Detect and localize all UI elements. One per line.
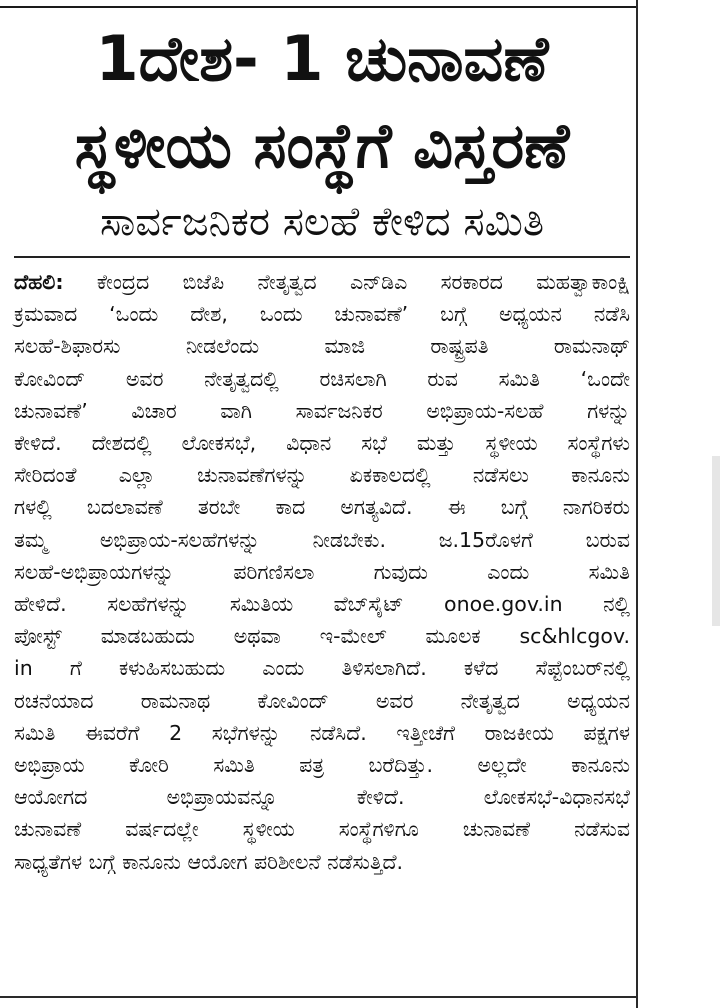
body-line: ಅಭಿಪ್ರಾಯ ಕೋರಿ ಸಮಿತಿ ಪತ್ರ ಬರೆದಿತ್ತು. ಅಲ್ಲದೇ ಕಾನೂನು: [14, 753, 630, 778]
subheadline-rule: [14, 256, 630, 258]
bottom-border-rule: [0, 996, 638, 998]
body-line: ಚುನಾವಣೆ ವರ್ಷದಲ್ಲೇ ಸ್ಥಳೀಯ ಸಂಸ್ಥೆಗಳಿಗೂ ಚುನಾವಣೆ ನಡೆಸುವ: [14, 817, 630, 842]
body-line: ಸಮಿತಿ ಈವರೆಗೆ 2 ಸಭೆಗಳನ್ನು ನಡೆಸಿದೆ. ಇತ್ತೀಚೆಗೆ ರಾಜಕೀಯ ಪಕ್ಷಗಳ: [14, 720, 630, 745]
body-line-1: [14, 266, 630, 298]
body-line: ಗಳಲ್ಲಿ ಬದಲಾವಣೆ ತರಬೇ ಕಾದ ಅಗತ್ಯವಿದೆ. ಈ ಬಗ್ಗೆ ನಾಗರಿಕರು: [14, 495, 630, 520]
body-line: ಸಲಹೆ-ಶಿಫಾರಸು ನೀಡಲೆಂದು ಮಾಜಿ ರಾಷ್ಟ್ರಪತಿ ರಾಮನಾಥ್: [14, 334, 630, 359]
body-line: ಹೇಳಿದೆ. ಸಲಹೆಗಳನ್ನು ಸಮಿತಿಯ ವೆಬ್‌ಸೈಟ್ onoe.gov.in ನಲ್ಲಿ: [14, 592, 630, 617]
body-line: ಪೋಸ್ಟ್ ಮಾಡಬಹುದು ಅಥವಾ ಇ-ಮೇಲ್ ಮೂಲಕ sc&hlcgov.: [14, 624, 630, 649]
dateline: ದೆಹಲಿ:: [14, 270, 64, 294]
column-border-rule: [636, 0, 638, 1008]
body-line: ರಚನೆಯಾದ ರಾಮನಾಥ ಕೋವಿಂದ್ ಅವರ ನೇತೃತ್ವದ ಅಧ್ಯಯನ: [14, 688, 630, 713]
body-line: ತಮ್ಮ ಅಭಿಪ್ರಾಯ-ಸಲಹೆಗಳನ್ನು ನೀಡಬೇಕು. ಜ.15ರೊಳಗೆ ಬರುವ: [14, 527, 630, 552]
top-border-rule: [0, 6, 636, 8]
body-line: ಕೇಳಿದೆ. ದೇಶದಲ್ಲಿ ಲೋಕಸಭೆ, ವಿಧಾನ ಸಭೆ ಮತ್ತು ಸ್ಥಳೀಯ ಸಂಸ್ಥೆಗಳು: [14, 431, 630, 456]
body-line-last: ಸಾಧ್ಯತೆಗಳ ಬಗ್ಗೆ ಕಾನೂನು ಆಯೋಗ ಪರಿಶೀಲನೆ ನಡೆಸುತ್ತಿದೆ.: [14, 849, 404, 874]
subheadline: ಸಾರ್ವಜನಿಕರ ಸಲಹೆ ಕೇಳಿದ ಸಮಿತಿ: [99, 199, 545, 245]
adjacent-column-edge: [712, 456, 720, 626]
body-line: ಚುನಾವಣೆ’ ವಿಚಾರ ವಾಗಿ ಸಾರ್ವಜನಿಕರ ಅಭಿಪ್ರಾಯ-ಸಲಹೆ ಗಳನ್ನು: [14, 398, 630, 423]
body-line: ಸೇರಿದಂತೆ ಎಲ್ಲಾ ಚುನಾವಣೆಗಳನ್ನು ಏಕಕಾಲದಲ್ಲಿ ನಡೆಸಲು ಕಾನೂನು: [14, 463, 630, 488]
body-line: ಕೋವಿಂದ್ ಅವರ ನೇತೃತ್ವದಲ್ಲಿ ರಚಿಸಲಾಗಿ ರುವ ಸಮಿತಿ ‘ಒಂದೇ: [14, 366, 630, 391]
body-line: ಕ್ರಮವಾದ ‘ಒಂದು ದೇಶ, ಒಂದು ಚುನಾವಣೆ’ ಬಗ್ಗೆ ಅಧ್ಯಯನ ನಡೆಸಿ: [14, 302, 630, 327]
headline-line-2: ಸ್ಥಳೀಯ ಸಂಸ್ಥೆಗೆ ವಿಸ್ತರಣೆ: [74, 109, 570, 182]
headline-line-1: 1ದೇಶ- 1 ಚುನಾವಣೆ: [95, 22, 549, 95]
body-line: ಸಲಹೆ-ಅಭಿಪ್ರಾಯಗಳನ್ನು ಪರಿಗಣಿಸಲಾ ಗುವುದು ಎಂದು ಸಮಿತಿ: [14, 559, 630, 584]
body-line-1-text: ಕೇಂದ್ರದ ಬಿಜೆಪಿ ನೇತೃತ್ವದ ಎನ್‌ಡಿಎ ಸರಕಾರದ ಮಹತ್ವಾಕಾಂಕ್ಷಿ: [63, 270, 630, 294]
body-line: in ಗೆ ಕಳುಹಿಸಬಹುದು ಎಂದು ತಿಳಿಸಲಾಗಿದೆ. ಕಳೆದ ಸೆಪ್ಟೆಂಬರ್‌ನಲ್ಲಿ: [14, 656, 630, 681]
body-line: ಆಯೋಗದ ಅಭಿಪ್ರಾಯವನ್ನೂ ಕೇಳಿದೆ. ಲೋಕಸಭೆ-ವಿಧಾನಸಭೆ: [14, 785, 630, 810]
article-body: [14, 266, 630, 878]
headline: [14, 18, 630, 192]
news-article: [14, 18, 630, 878]
